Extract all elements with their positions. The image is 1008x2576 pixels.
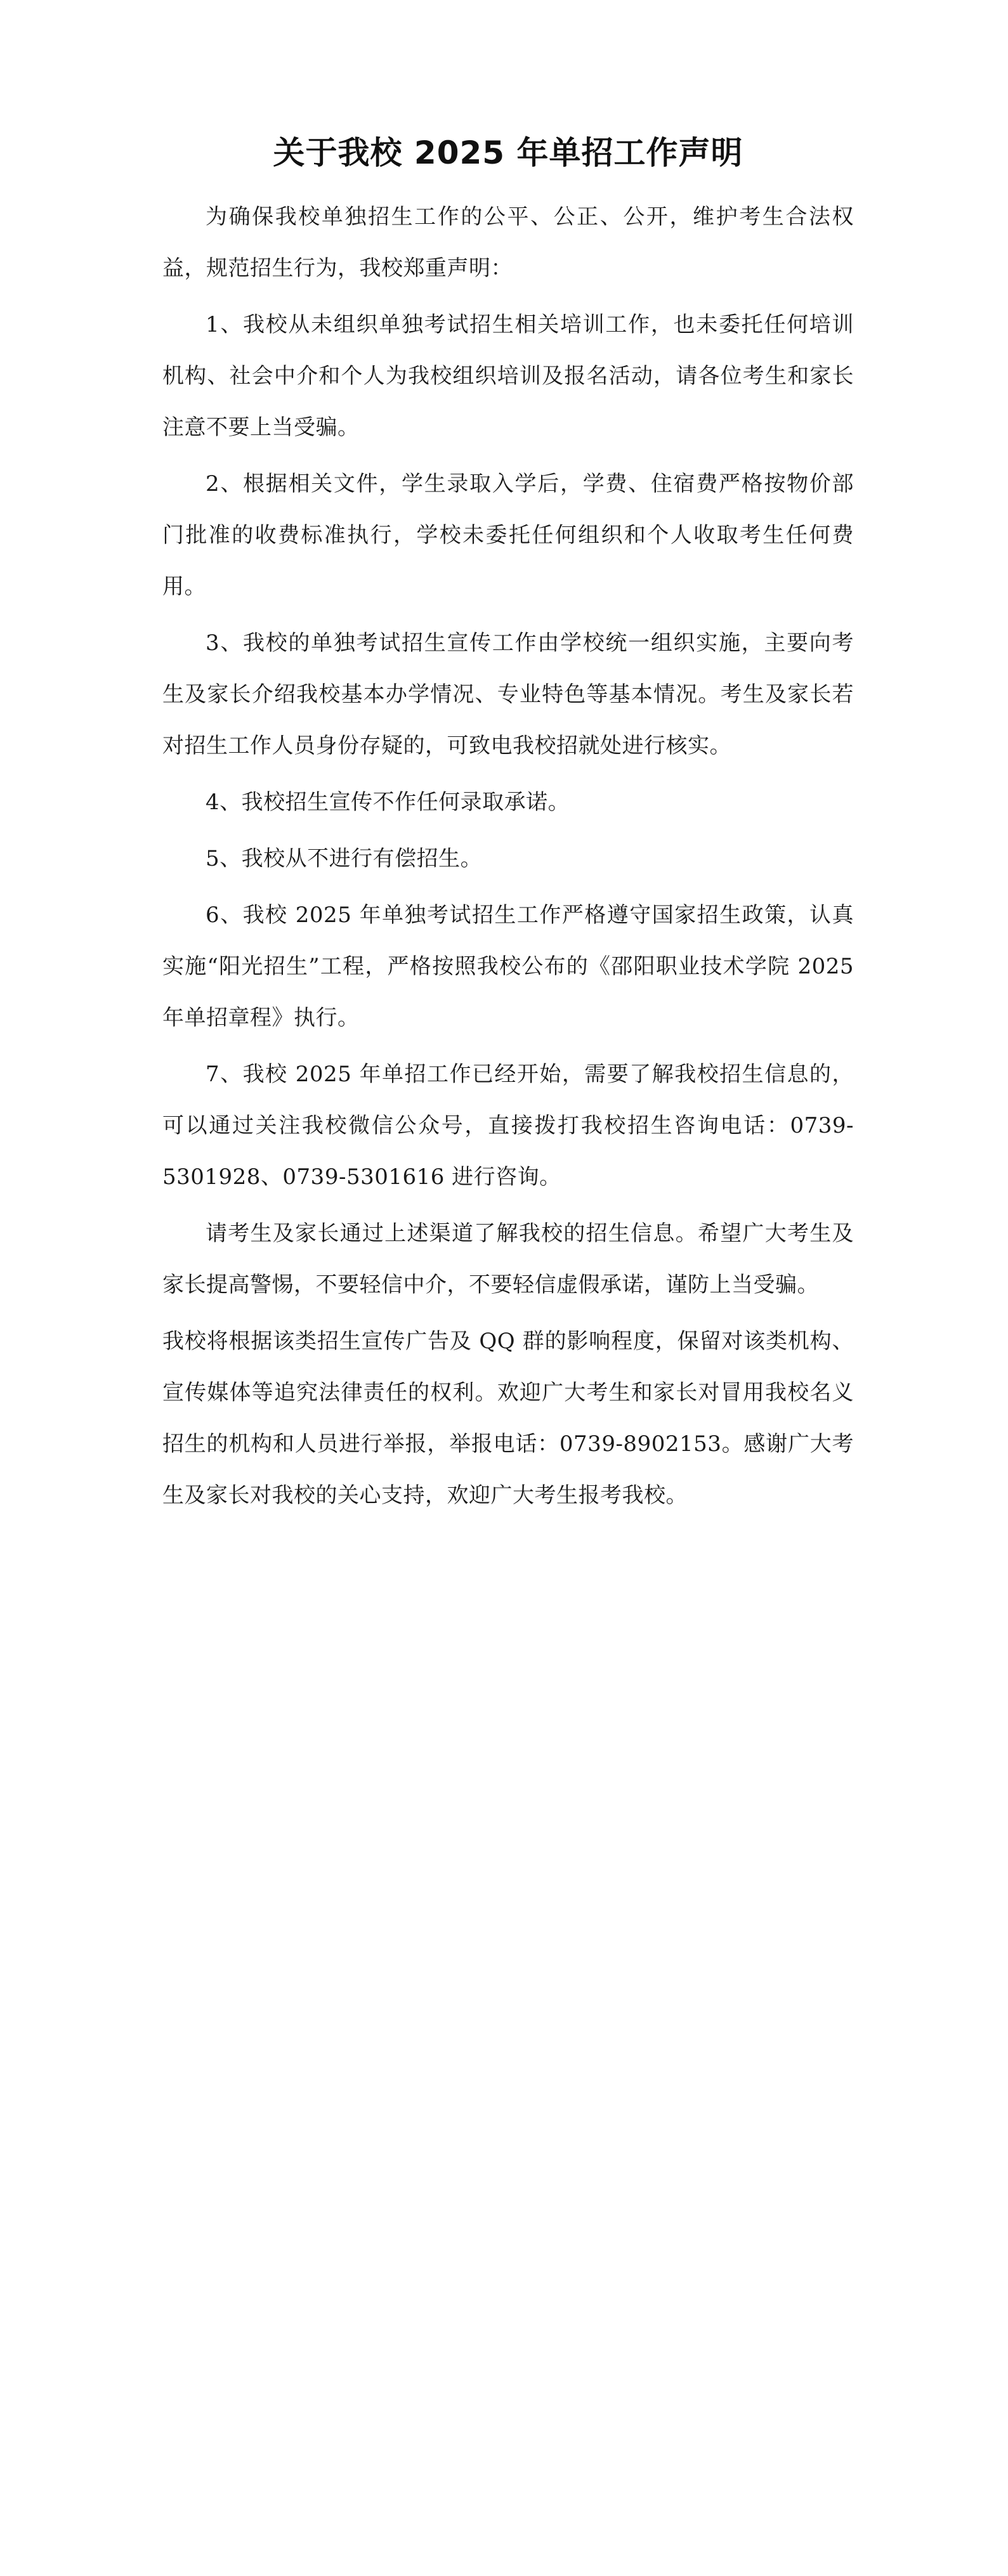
statement-item-5: 5、我校从不进行有偿招生。 bbox=[206, 846, 483, 871]
document-title: 关于我校 2025 年单招工作声明 bbox=[273, 134, 743, 171]
statement-item-4: 4、我校招生宣传不作任何录取承诺。 bbox=[206, 790, 570, 815]
closing-paragraph: 请考生及家长通过上述渠道了解我校的招生信息。希望广大考生及家长提高警惕，不要轻信中介，不要轻信虚假承诺，谨防上当受骗。 bbox=[162, 1221, 854, 1298]
statement-item-2: 2、根据相关文件，学生录取入学后，学费、住宿费严格按物价部门批准的收费标准执行，学校未委托任何组织和个人收取考生任何费用。 bbox=[162, 471, 854, 599]
statement-item-7: 7、我校 2025 年单招工作已经开始，需要了解我校招生信息的，可以通过关注我校微信公众号，直接拨打我校招生咨询电话：0739-5301928、0739-5301616 进行咨询。 bbox=[162, 1062, 854, 1190]
document-page bbox=[162, 131, 854, 1521]
statement-item-6: 6、我校 2025 年单独考试招生工作严格遵守国家招生政策，认真实施“阳光招生”工程，严格按照我校公布的《邵阳职业技术学院 2025 年单招章程》执行。 bbox=[162, 902, 854, 1031]
statement-item-1: 1、我校从未组织单独考试招生相关培训工作，也未委托任何培训机构、社会中介和个人为我校组织培训及报名活动，请各位考生和家长注意不要上当受骗。 bbox=[162, 312, 854, 440]
intro-paragraph: 为确保我校单独招生工作的公平、公正、公开，维护考生合法权益，规范招生行为，我校郑重声明： bbox=[162, 204, 854, 281]
final-paragraph: 我校将根据该类招生宣传广告及 QQ 群的影响程度，保留对该类机构、宣传媒体等追究法律责任的权利。欢迎广大考生和家长对冒用我校名义招生的机构和人员进行举报，举报电话：0739-8902153。感谢广大考生及家长对我校的关心支持，欢迎广大考生报考我校。 bbox=[162, 1329, 854, 1508]
statement-item-3: 3、我校的单独考试招生宣传工作由学校统一组织实施，主要向考生及家长介绍我校基本办学情况、专业特色等基本情况。考生及家长若对招生工作人员身份存疑的，可致电我校招就处进行核实。 bbox=[162, 630, 854, 758]
